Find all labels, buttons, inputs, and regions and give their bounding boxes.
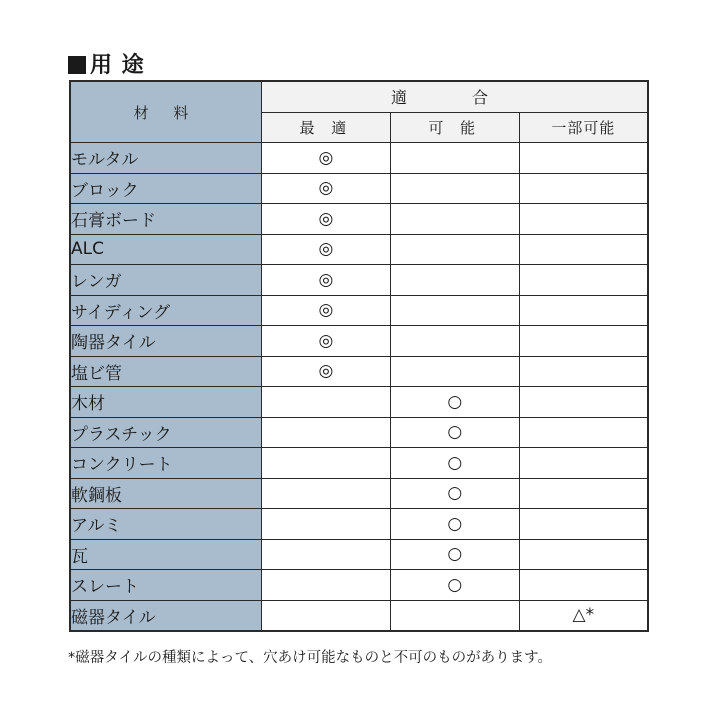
material-cell: 軟鋼板 [70, 478, 262, 509]
table-row [70, 173, 648, 204]
material-cell: 陶器タイル [70, 326, 262, 357]
partial-cell [519, 143, 648, 174]
material-cell: レンガ [70, 265, 262, 296]
partial-cell [519, 387, 648, 418]
material-cell: サイディング [70, 295, 262, 326]
table-row [70, 265, 648, 296]
table-row [70, 600, 648, 631]
table-row [70, 295, 648, 326]
material-cell: スレート [70, 570, 262, 601]
best-cell [262, 600, 391, 631]
usage-table [69, 80, 649, 632]
best-cell: ◎ [262, 173, 391, 204]
table-row [70, 234, 648, 265]
best-cell: ◎ [262, 265, 391, 296]
possible-cell [390, 356, 519, 387]
best-cell [262, 417, 391, 448]
material-cell: コンクリート [70, 448, 262, 479]
possible-cell: ○ [390, 570, 519, 601]
partial-cell [519, 204, 648, 235]
partial-cell [519, 295, 648, 326]
table-row [70, 326, 648, 357]
material-cell: 石膏ボード [70, 204, 262, 235]
best-cell: ◎ [262, 295, 391, 326]
table-row [70, 570, 648, 601]
possible-cell [390, 143, 519, 174]
title-text: 用 途 [90, 53, 145, 78]
partial-cell: △* [519, 600, 648, 631]
material-cell: 磁器タイル [70, 600, 262, 631]
best-cell [262, 448, 391, 479]
partial-cell [519, 173, 648, 204]
footnote: *磁器タイルの種類によって、穴あけ可能なものと不可のものがあります。 [68, 650, 553, 666]
possible-cell: ○ [390, 509, 519, 540]
possible-cell [390, 234, 519, 265]
table-row [70, 356, 648, 387]
best-cell [262, 570, 391, 601]
material-cell: 木材 [70, 387, 262, 418]
possible-cell: ○ [390, 448, 519, 479]
black-square-icon [68, 56, 86, 74]
possible-cell: ○ [390, 417, 519, 448]
best-cell [262, 387, 391, 418]
possible-cell: ○ [390, 478, 519, 509]
material-cell: アルミ [70, 509, 262, 540]
table-row [70, 417, 648, 448]
material-cell: 瓦 [70, 539, 262, 570]
header-row [70, 81, 648, 112]
material-cell: 塩ビ管 [70, 356, 262, 387]
possible-cell: ○ [390, 387, 519, 418]
best-cell [262, 509, 391, 540]
partial-cell [519, 417, 648, 448]
table-row [70, 143, 648, 174]
best-cell [262, 539, 391, 570]
best-cell: ◎ [262, 234, 391, 265]
possible-cell [390, 326, 519, 357]
table-row [70, 448, 648, 479]
table-row [70, 204, 648, 235]
partial-cell [519, 234, 648, 265]
partial-cell [519, 570, 648, 601]
possible-cell [390, 295, 519, 326]
possible-cell: ○ [390, 539, 519, 570]
header-partial: 一部可能 [519, 112, 648, 143]
header-material: 材 料 [70, 81, 262, 143]
partial-cell [519, 265, 648, 296]
material-cell: モルタル [70, 143, 262, 174]
possible-cell [390, 173, 519, 204]
material-cell: プラスチック [70, 417, 262, 448]
partial-cell [519, 356, 648, 387]
possible-cell [390, 265, 519, 296]
table-row [70, 478, 648, 509]
material-cell: ブロック [70, 173, 262, 204]
partial-cell [519, 509, 648, 540]
partial-cell [519, 478, 648, 509]
page-title [68, 48, 145, 79]
material-cell: ALC [70, 234, 262, 265]
table-row [70, 509, 648, 540]
best-cell: ◎ [262, 143, 391, 174]
table-row [70, 387, 648, 418]
table-row [70, 539, 648, 570]
header-suitability: 適 合 [262, 81, 649, 112]
header-best: 最 適 [262, 112, 391, 143]
partial-cell [519, 448, 648, 479]
best-cell: ◎ [262, 326, 391, 357]
best-cell: ◎ [262, 356, 391, 387]
best-cell: ◎ [262, 204, 391, 235]
possible-cell [390, 204, 519, 235]
best-cell [262, 478, 391, 509]
possible-cell [390, 600, 519, 631]
partial-cell [519, 539, 648, 570]
partial-cell [519, 326, 648, 357]
header-possible: 可 能 [390, 112, 519, 143]
